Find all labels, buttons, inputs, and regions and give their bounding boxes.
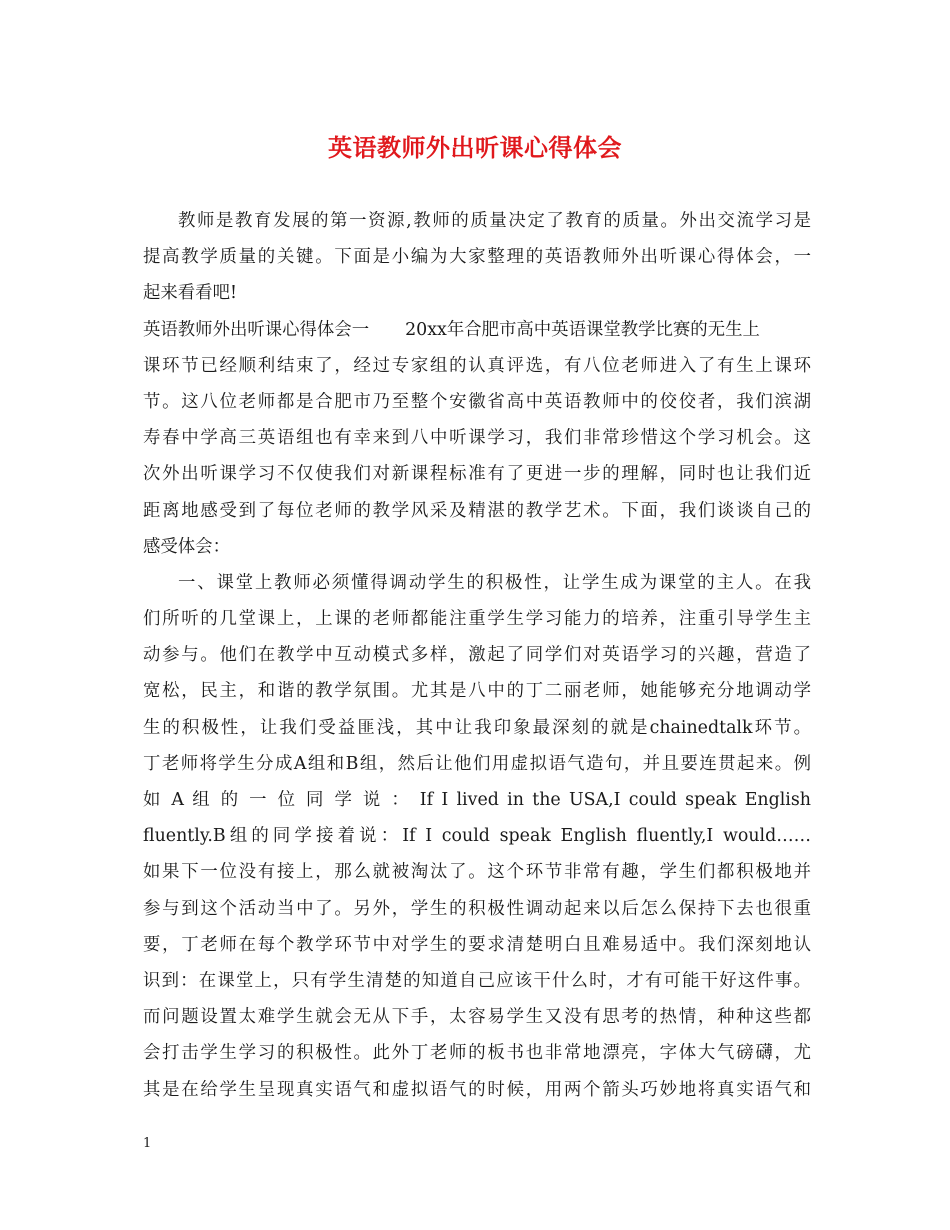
section-heading: 英语教师外出听课心得体会一: [143, 319, 370, 340]
text-line: 一、课堂上教师必须懂得调动学生的积极性，让学生成为课堂的主人。在我: [178, 572, 811, 593]
text-line: fluently.B组的同学接着说：If I could speak English fluently,I would……: [143, 826, 811, 847]
text-line: 参与到这个活动当中了。另外，学生的积极性调动起来以后怎么保持下去也很重: [143, 898, 811, 919]
page-number: 1: [143, 1136, 152, 1151]
document-title: 英语教师外出听课心得体会: [328, 133, 622, 162]
text-line: 宽松，民主，和谐的教学氛围。尤其是八中的丁二丽老师，她能够充分地调动学: [143, 681, 811, 702]
text-line: 如果下一位没有接上，那么就被淘汰了。这个环节非常有趣，学生们都积极地并: [143, 862, 811, 883]
text-line: 节。这八位老师都是合肥市乃至整个安徽省高中英语教师中的佼佼者，我们滨湖: [143, 391, 811, 412]
text-line: 感受体会：: [143, 536, 230, 557]
text-line: 动参与。他们在教学中互动模式多样，激起了同学们对英语学习的兴趣，营造了: [143, 645, 811, 666]
text-line: 教师是教育发展的第一资源,教师的质量决定了教育的质量。外出交流学习是: [178, 211, 811, 231]
text-line: 起来看看吧!: [143, 283, 237, 304]
text-line: 丁老师将学生分成A组和B组，然后让他们用虚拟语气造句，并且要连贯起来。例: [143, 753, 811, 774]
text-line: 会打击学生学习的积极性。此外丁老师的板书也非常地漂亮，字体大气磅礴，尤: [143, 1043, 811, 1064]
text-line: 课环节已经顺利结束了，经过专家组的认真评选，有八位老师进入了有生上课环: [143, 355, 811, 376]
text-line: 而问题设置太难学生就会无从下手，太容易学生又没有思考的热情，种种这些都: [143, 1007, 811, 1028]
text-line: 提高教学质量的关键。下面是小编为大家整理的英语教师外出听课心得体会，一: [143, 247, 811, 268]
text-line: 其是在给学生呈现真实语气和虚拟语气的时候，用两个箭头巧妙地将真实语气和: [143, 1079, 811, 1100]
text-line: 如 A 组 的 一 位 同 学 说 ： If I lived in the USA,I could speak English: [143, 790, 811, 810]
text-line: 们所听的几堂课上，上课的老师都能注重学生学习能力的培养，注重引导学生主: [143, 609, 811, 630]
text-line-continuation: 20xx年合肥市高中英语课堂教学比赛的无生上: [405, 319, 760, 340]
text-line: 识到：在课堂上，只有学生清楚的知道自己应该干什么时，才有可能干好这件事。: [143, 970, 811, 991]
text-line: 生的积极性，让我们受益匪浅，其中让我印象最深刻的就是chainedtalk环节。: [143, 717, 811, 738]
text-line: 距离地感受到了每位老师的教学风采及精湛的教学艺术。下面，我们谈谈自己的: [143, 500, 811, 521]
text-line: 要，丁老师在每个教学环节中对学生的要求清楚明白且难易适中。我们深刻地认: [143, 934, 811, 955]
text-line: [143, 312, 811, 348]
document-body: [143, 203, 811, 1108]
text-line: 次外出听课学习不仅使我们对新课程标准有了更进一步的理解，同时也让我们近: [143, 464, 811, 485]
text-line: 寿春中学高三英语组也有幸来到八中听课学习，我们非常珍惜这个学习机会。这: [143, 428, 811, 449]
